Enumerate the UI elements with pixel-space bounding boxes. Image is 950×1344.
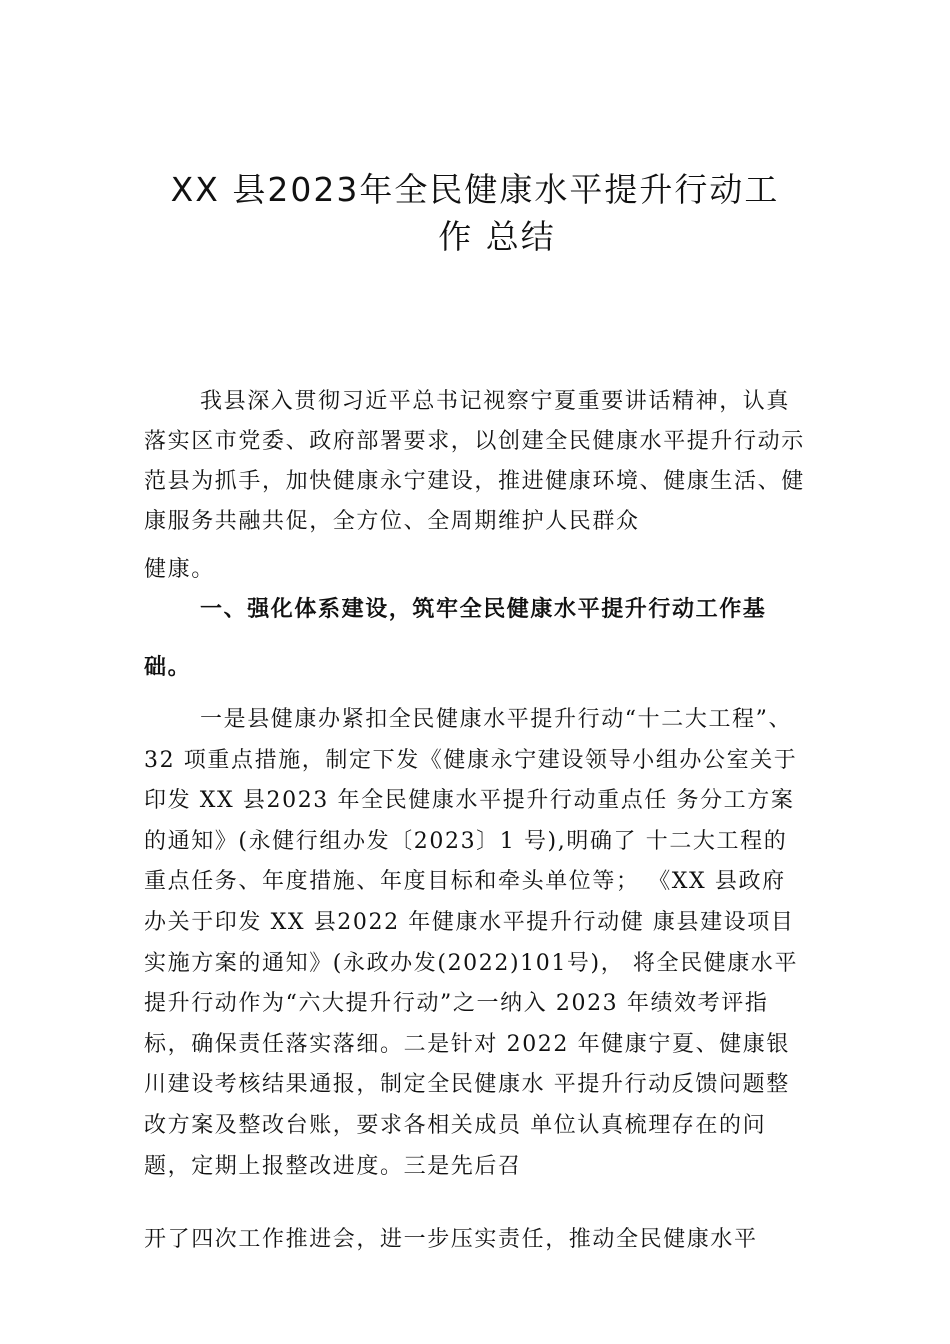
intro-paragraph: 我县深入贯彻习近平总书记视察宁夏重要讲话精神，认真落实区市党委、政府部署要求，以创建全民健康水平提升行动示范县为抓手，加快健康永宁建设，推进健康环境、健康生活、健康服务共融共促，全方位、全周期维护人民群众 [144,389,805,534]
section-1-body: 一是县健康办紧扣全民健康水平提升行动“十二大工程”、32 项重点措施，制定下发《健康永宁建设领导小组办公室关于印发 XX 县2023 年全民健康水平提升行动重点任 务分工方案的通知》(永健行组办发〔2023〕1 号),明确了 十二大工程的重点任务、年度措施、年度目标和牵头单位等； 《XX 县政府办关于印发 XX 县2022 年健康水平提升行动健 康县建设项目实施方案的通知》(永政办发(2022)101号)， 将全民健康水平提升行动作为“六大提升行动”之一纳入 2023 年绩效考评指标，确保责任落实落细。二是针对 2022 年健康宁夏、健康银川建设考核结果通报，制定全民健康水 平提升行动反馈问题整改方案及整改台账，要求各相关成员 单位认真梳理存在的问题，定期上报整改进度。三是先后召 [144,707,799,1179]
document-title-line1: XX 县2023年全民健康水平提升行动工 [170,170,780,209]
section-1-heading: 一、强化体系建设，筑牢全民健康水平提升行动工作基础。 [144,597,767,680]
section-1-continued: 开了四次工作推进会，进一步压实责任，推动全民健康水平 [144,1227,758,1252]
intro-paragraph-end: 健康。 [144,557,215,582]
document-title-line2: 作 总结 [438,217,556,256]
